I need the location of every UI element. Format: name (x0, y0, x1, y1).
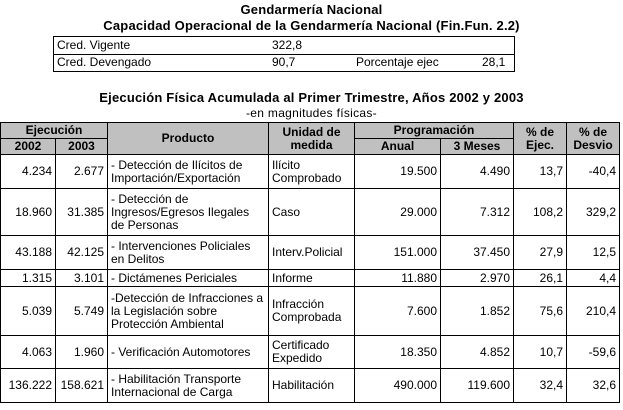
table-row (1, 155, 620, 189)
cell-2002: 1.315 (1, 270, 56, 287)
table-row (1, 369, 620, 403)
cell-3-meses: 7.312 (441, 189, 514, 236)
cred-devengado-value: 90,7 (272, 55, 296, 69)
cell-pct-ejec: 27,9 (514, 236, 567, 270)
cell-3-meses: 119.600 (441, 369, 514, 403)
header-3-meses: 3 Meses (441, 139, 514, 155)
header-programacion: Programación (355, 123, 514, 139)
page-subtitle: Capacidad Operacional de la Gendarmería Nacional (Fin.Fun. 2.2) (103, 18, 520, 33)
cell-pct-ejec: 108,2 (514, 189, 567, 236)
cell-pct-ejec: 26,1 (514, 270, 567, 287)
cell-2002: 43.188 (1, 236, 56, 270)
cell-anual: 19.500 (355, 155, 441, 189)
credits-row-vigente (54, 37, 514, 55)
table-row (1, 270, 620, 287)
header-2002: 2002 (1, 139, 56, 155)
credits-row-devengado (54, 54, 514, 71)
cell-unidad: Informe (269, 270, 355, 287)
cell-anual: 29.000 (355, 189, 441, 236)
cell-pct-ejec: 13,7 (514, 155, 567, 189)
cell-unidad: Certificado Expedido (269, 336, 355, 369)
cell-2003: 1.960 (56, 336, 108, 369)
cell-pct-desvio: 4,4 (567, 270, 620, 287)
cell-2003: 158.621 (56, 369, 108, 403)
credits-box (53, 36, 515, 72)
cell-unidad: Habilitación (269, 369, 355, 403)
cell-2003: 42.125 (56, 236, 108, 270)
header-ejecucion: Ejecución (1, 123, 108, 139)
cell-pct-desvio: 12,5 (567, 236, 620, 270)
cell-unidad: Interv.Policial (269, 236, 355, 270)
cell-anual: 11.880 (355, 270, 441, 287)
cell-2003: 5.749 (56, 287, 108, 336)
header-pct-desvio: % de Desvio (567, 123, 620, 155)
porcentaje-ejec-label: Porcentaje ejec (356, 55, 439, 69)
cell-2002: 4.234 (1, 155, 56, 189)
cell-producto: -Detección de Infracciones a la Legislación sobre Protección Ambiental (108, 287, 269, 336)
cell-3-meses: 4.852 (441, 336, 514, 369)
cell-2003: 3.101 (56, 270, 108, 287)
header-pct-ejec: % de Ejec. (514, 123, 567, 155)
cell-pct-desvio: -59,6 (567, 336, 620, 369)
header-2003: 2003 (56, 139, 108, 155)
cell-pct-desvio: 210,4 (567, 287, 620, 336)
porcentaje-ejec-value: 28,1 (482, 55, 506, 69)
cell-pct-desvio: 329,2 (567, 189, 620, 236)
cell-producto: - Verificación Automotores (108, 336, 269, 369)
execution-table (0, 122, 620, 403)
cell-producto: - Detección de Ilícitos de Importación/Exportación (108, 155, 269, 189)
cell-unidad: Ilícito Comprobado (269, 155, 355, 189)
cell-pct-desvio: 32,6 (567, 369, 620, 403)
table-row (1, 189, 620, 236)
cell-unidad: Infracción Comprobada (269, 287, 355, 336)
cred-vigente-label: Cred. Vigente (57, 38, 131, 52)
cell-pct-ejec: 10,7 (514, 336, 567, 369)
table-row (1, 336, 620, 369)
header-unidad: Unidad de medida (269, 123, 355, 155)
cell-anual: 151.000 (355, 236, 441, 270)
cell-unidad: Caso (269, 189, 355, 236)
cred-devengado-label: Cred. Devengado (57, 55, 152, 69)
cell-anual: 490.000 (355, 369, 441, 403)
cell-2002: 136.222 (1, 369, 56, 403)
cell-3-meses: 2.970 (441, 270, 514, 287)
section-title: Ejecución Física Acumulada al Primer Trimestre, Años 2002 y 2003 (99, 90, 524, 105)
cell-producto: - Dictámenes Periciales (108, 270, 269, 287)
cell-producto: - Intervenciones Policiales en Delitos (108, 236, 269, 270)
cell-pct-desvio: -40,4 (567, 155, 620, 189)
cell-pct-ejec: 32,4 (514, 369, 567, 403)
cell-anual: 7.600 (355, 287, 441, 336)
table-row (1, 287, 620, 336)
cell-2002: 18.960 (1, 189, 56, 236)
cell-2003: 2.677 (56, 155, 108, 189)
cell-3-meses: 37.450 (441, 236, 514, 270)
cell-pct-ejec: 75,6 (514, 287, 567, 336)
cell-3-meses: 4.490 (441, 155, 514, 189)
cell-producto: - Detección de Ingresos/Egresos Ilegales de Personas (108, 189, 269, 236)
cred-vigente-value: 322,8 (272, 38, 303, 52)
cell-producto: - Habilitación Transporte Internacional de Carga (108, 369, 269, 403)
section-note: -en magnitudes físicas- (246, 106, 377, 120)
table-row (1, 236, 620, 270)
header-producto: Producto (108, 123, 269, 155)
cell-anual: 18.350 (355, 336, 441, 369)
cell-2002: 5.039 (1, 287, 56, 336)
cell-2003: 31.385 (56, 189, 108, 236)
cell-2002: 4.063 (1, 336, 56, 369)
page-title: Gendarmería Nacional (240, 2, 383, 17)
cell-3-meses: 1.852 (441, 287, 514, 336)
header-anual: Anual (355, 139, 441, 155)
